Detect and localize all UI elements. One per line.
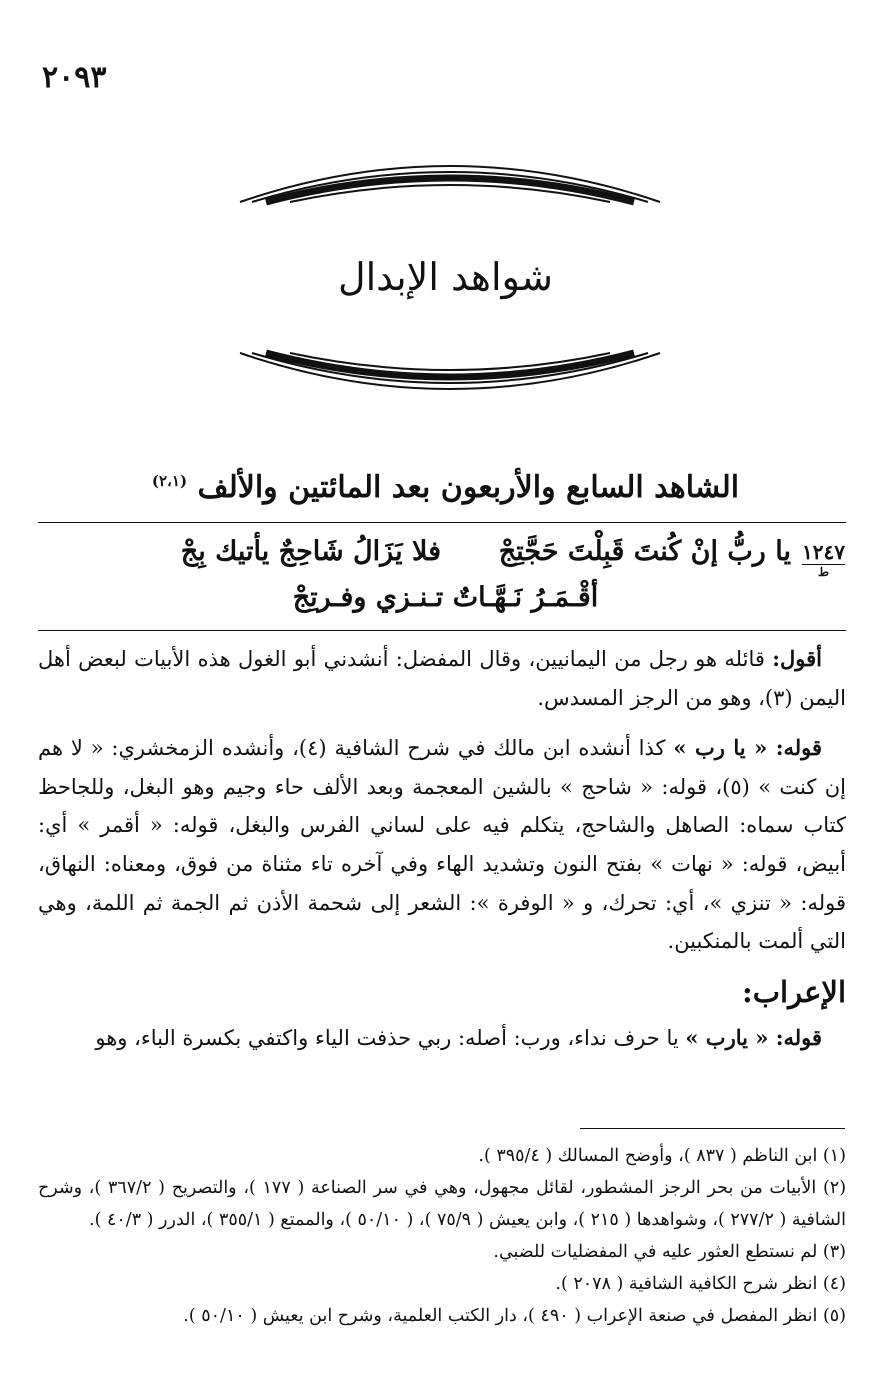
verse-number-mark: ط	[817, 565, 830, 579]
verse-bottom-rule	[38, 630, 846, 631]
paragraph-1-text: قائله هو رجل من اليمانيين، وقال المفضل: أنشدني أبو الغول هذه الأبيات لبعض أهل اليمن (٣)، وهو من الرجز المسدس.	[38, 647, 846, 710]
irab-heading: الإعراب:	[742, 974, 846, 1009]
paragraph-1-lead: أقول:	[772, 646, 822, 671]
verse-top-rule	[38, 522, 846, 523]
footnote-4: (٤) انظر شرح الكافية الشافية ( ٢٠٧٨ ).	[555, 1274, 846, 1294]
bottom-arch-ornament	[230, 345, 670, 415]
paragraph-2	[38, 729, 846, 961]
verse-hemistich-1: يا ربُّ إنْ كُنتَ قَبِلْتَ حَجَّتِجْ	[498, 536, 791, 567]
footnote-1: (١) ابن الناظم ( ٨٣٧ )، وأوضح المسالك ( ٣٩٥/٤ ).	[478, 1146, 846, 1166]
footnote-rule	[580, 1128, 845, 1129]
paragraph-2-lead: قوله: « يا رب »	[673, 735, 822, 761]
shahid-heading	[0, 470, 891, 505]
footnote-5: (٥) انظر المفصل في صنعة الإعراب ( ٤٩٠ )، دار الكتب العلمية، وشرح ابن يعيش ( ٥٠/١٠ ).	[183, 1306, 846, 1326]
chapter-title: شواهد الإبدال	[337, 255, 553, 299]
verse-number	[802, 540, 845, 579]
irab-lead: قوله: « يارب »	[685, 1025, 822, 1051]
footnote-3: (٣) لم نستطع العثور عليه في المفضليات للضبي.	[493, 1242, 846, 1262]
shahid-heading-text: الشاهد السابع والأربعون بعد المائتين والألف	[197, 470, 740, 505]
paragraph-1	[38, 640, 846, 717]
verse-hemistich-2: فلا يَزَالُ شَاحِجٌ يأتيك بِجْ	[180, 536, 441, 567]
page-number: ٢٠٩٣	[42, 60, 107, 95]
verse-hemistich-3: أقْـمَـرُ نَـهَّـاتٌ تـنـزي وفـرتِجْ	[292, 582, 599, 613]
irab-text: يا حرف نداء، ورب: أصله: ربي حذفت الياء واكتفي بكسرة الباء، وهو	[95, 1026, 686, 1051]
main-text	[38, 640, 846, 1070]
footnotes	[38, 1140, 846, 1332]
footnote-2: (٢) الأبيات من بحر الرجز المشطور، لقائل مجهول، وهي في سر الصناعة ( ١٧٧ )، والتصريح ( ٣٦٧/٢ )، وشرح الشافية ( ٢٧٧/٢ )، وشواهدها ( ٢١٥ )، وابن يعيش ( ٧٥/٩ )، ( ٥٠/١٠ )، والممتع ( ٣٥٥/١ )، الدرر ( ٤٠/٣ ).	[38, 1178, 847, 1230]
paragraph-2-text: كذا أنشده ابن مالك في شرح الشافية (٤)، وأنشده الزمخشري: « لا هم إن كنت » (٥)، قوله: « شاحج » بالشين المعجمة وبعد الألف حاء وجيم وهو البغل، وللجاحظ كتاب سماه: الصاهل والشاحج، يتكلم فيه على لساني الفرس والبغل، قوله: « أقمر » أي: أبيض، قوله: « نهات » بفتح النون وتشديد الهاء وفي آخره تاء مثناة من فوق، ومعناه: النهاق، قوله: « تنزي »، أي: تحرك، و « الوفرة »: الشعر إلى شحمة الأذن ثم الجمة ثم اللمة، وهي التي ألمت بالمنكبين.	[38, 736, 846, 954]
top-arch-ornament	[230, 140, 670, 210]
shahid-heading-footnote-ref: (٢،١)	[151, 472, 188, 490]
verse-number-value: ١٢٤٧	[802, 540, 845, 564]
irab-paragraph	[38, 1019, 846, 1058]
